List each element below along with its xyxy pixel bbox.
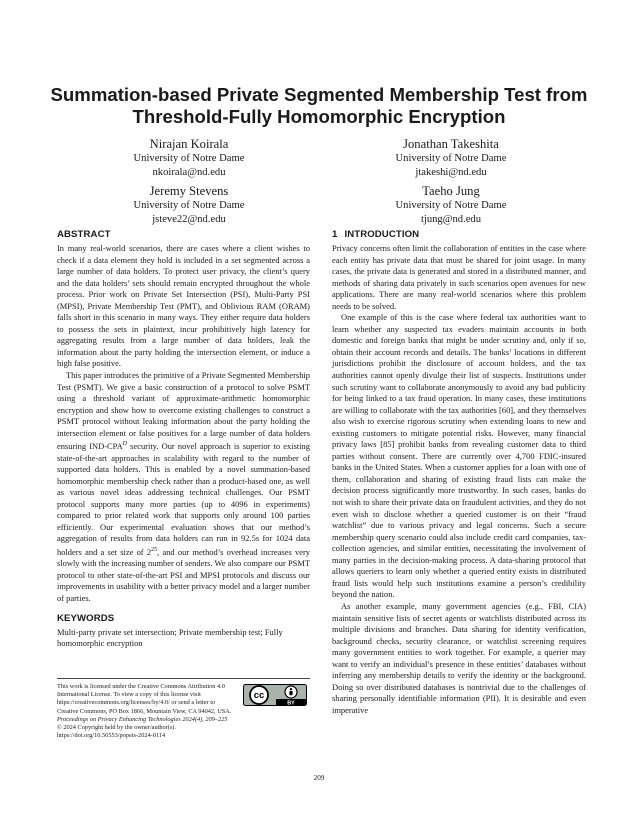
author-affiliation: University of Notre Dame xyxy=(133,200,245,211)
abstract-heading: ABSTRACT xyxy=(57,229,111,240)
license-footnote xyxy=(57,678,310,740)
cc-icon-label: cc xyxy=(253,690,265,702)
ind-cpa-superscript: D xyxy=(122,441,128,448)
author-email[interactable]: tjung@nd.edu xyxy=(420,213,482,225)
abstract-paragraph-2 xyxy=(57,370,310,605)
proceedings-line: Proceedings on Privacy Enhancing Technologies 2024(4), 209–225 xyxy=(57,715,228,723)
keywords-heading: KEYWORDS xyxy=(57,612,115,624)
intro-paragraph-1: Privacy concerns often limit the collaboration of entities in the case where each entity has private data that must be shared for joint usage. In many cases, the private data is generated and stored in a distributed manner, and methods of sharing data privately in such scenarios open avenues for new applications. There are many real-world scenarios where this problem needs to be solved. xyxy=(332,243,586,311)
license-text: This work is licensed under the Creative Commons Attribution 4.0 International License. To view a copy of this license visit https://creativecommons.org/licenses/by/4.0/ or send a letter to Creative Commons, PO Box 1866, Mountain View, CA 94042, USA. xyxy=(57,683,232,715)
by-icon-label: BY xyxy=(287,700,295,706)
author-email[interactable]: jtakeshi@nd.edu xyxy=(415,166,487,178)
page-number: 209 xyxy=(313,774,325,782)
right-column xyxy=(332,229,586,716)
abstract-text-b: security. Our novel approach is superior to existing state-of-the-art approaches in scalability with regard to the number of supported data holders. This is enabled by a novel summation-based homomorphic membership check rather than a product-based one, as well as various novel ideas addressing technical challenges. Our PSMT protocol supports many more parties (up to 4096 in experiments) compared to prior related work that supports only around 100 parties efficiently. Our experimental evaluation shows that our method’s aggregation of results from data holders can run in 92.5s for 1024 data holders and a set size of 2 xyxy=(57,441,310,557)
author-affiliation: University of Notre Dame xyxy=(133,153,245,164)
abstract-paragraph-1: In many real-world scenarios, there are cases where a client wishes to check if a data element they hold is included in a set segmented across a large number of data holders. To protect user privacy, the client’s query and the data holders’ sets should remain encrypted throughout the whole process. Prior work on Private Set Intersection (PSI), Multi-Party PSI (MPSI), Private Membership Test (PMT), and Oblivious RAM (ORAM) falls short in this scenario in many ways. They either require data holders to possess the sets in plaintext, incur prohibitively high latency for aggregating results from a large number of data holders, leak the information about the party holding the intersection element, or induce a high false positive. xyxy=(57,243,310,369)
author-affiliation: University of Notre Dame xyxy=(395,153,507,164)
set-size-exponent: 25 xyxy=(151,547,158,554)
author-block-1 xyxy=(84,136,294,179)
copyright-line: © 2024 Copyright held by the owner/author(s). xyxy=(57,724,176,732)
section-title: INTRODUCTION xyxy=(344,229,420,240)
author-name: Jonathan Takeshita xyxy=(403,137,499,151)
left-column xyxy=(57,229,310,650)
keywords-text: Multi-party private set intersection; Private membership test; Fully homomorphic encryption xyxy=(57,626,283,649)
cc-by-license-icon[interactable] xyxy=(243,684,307,706)
introduction-heading xyxy=(332,229,586,241)
abstract-text-c: , and our method’s overhead increases very slowly with the increasing number of senders. We also compare our PSMT protocol to other state-of-the-art PSI and MPSI protocols and discuss our improvements in usability with a better privacy model and a larger number of parties. xyxy=(57,546,310,604)
author-email[interactable]: nkoirala@nd.edu xyxy=(152,166,226,178)
author-name: Taeho Jung xyxy=(422,184,480,198)
intro-paragraph-3: As another example, many government agencies (e.g., FBI, CIA) maintain sensitive lists of secret agents or watchlists distributed across its multiple divisions and branches. Data sharing for identity verification, background checks, security clearance, or watchlist screening requires many government entities to work together. For example, a querier may want to verify an individual’s presence in these entities’ databases without inferring any membership details to verify the identity or the background. Doing so over distributed databases is nontrivial due to the challenges of sharing personally identifiable information (PII). It is desirable and even imperative xyxy=(332,600,586,715)
title-line-1: Summation-based Private Segmented Membership Test from xyxy=(50,84,588,105)
section-number: 1 xyxy=(332,229,338,240)
author-email[interactable]: jsteve22@nd.edu xyxy=(152,213,226,225)
doi-link[interactable]: https://doi.org/10.56553/popets-2024-0114 xyxy=(57,732,166,740)
title-line-2: Threshold-Fully Homomorphic Encryption xyxy=(132,106,506,127)
intro-paragraph-2: One example of this is the case where federal tax authorities want to learn whether any suspected tax evaders maintain accounts in both domestic and foreign banks that might be under scrutiny and, only if so, obtain their account records and details. The banks’ locations in different jurisdictions prohibit the disclosure of account holders, and the tax authorities cannot openly divulge their list of suspects. Institutions under such scrutiny want to collaborate anonymously to avoid any bad publicity for being linked to a tax fraud operation. In many cases, these institutions are willing to collaborate with the tax authorities [60], and they themselves also wish to exercise rigorous scrutiny when extending loans to new and existing customers to mitigate potential risks. However, many financial privacy laws [85] prohibit banks from revealing customer data to third parties without consent. There are currently over 4,700 FDIC-insured banks in the United States. When a customer applies for a loan with one of them, collaboration and sharing of existing fraud lists can make the decision process significantly more trustworthy. In such cases, banks do not wish to share their private data on fraudulent activities, and they do not even wish to disclose whether a queried customer is on their “fraud watchlist” due to various privacy and legal concerns. Such a secure membership query scenario could also include credit card companies, tax-collection agencies, and similar entities, necessitating the involvement of many parties in the decision-making process. A data-sharing protocol that allows queriers to learn only whether a queried entity exists in distributed fraud lists would help such institutions examine a person’s credibility beyond the nation. xyxy=(332,312,586,600)
license-block xyxy=(57,683,310,716)
author-affiliation: University of Notre Dame xyxy=(395,200,507,211)
abstract-text-a: This paper introduces the primitive of a Private Segmented Membership Test (PSMT). We give a basic construction of a protocol to solve PSMT using a threshold variant of approximate-arithmetic homomorphic encryption and show how to overcome existing challenges to construct a PSMT protocol without leaking information about the party holding the intersection element or false positives for a large number of data holders ensuring IND-CPA xyxy=(57,370,310,452)
author-name: Nirajan Koirala xyxy=(149,137,229,151)
author-name: Jeremy Stevens xyxy=(149,184,229,198)
author-block-2 xyxy=(346,136,556,179)
author-block-4 xyxy=(346,183,556,226)
author-block-3 xyxy=(84,183,294,226)
paper-title xyxy=(40,84,598,128)
